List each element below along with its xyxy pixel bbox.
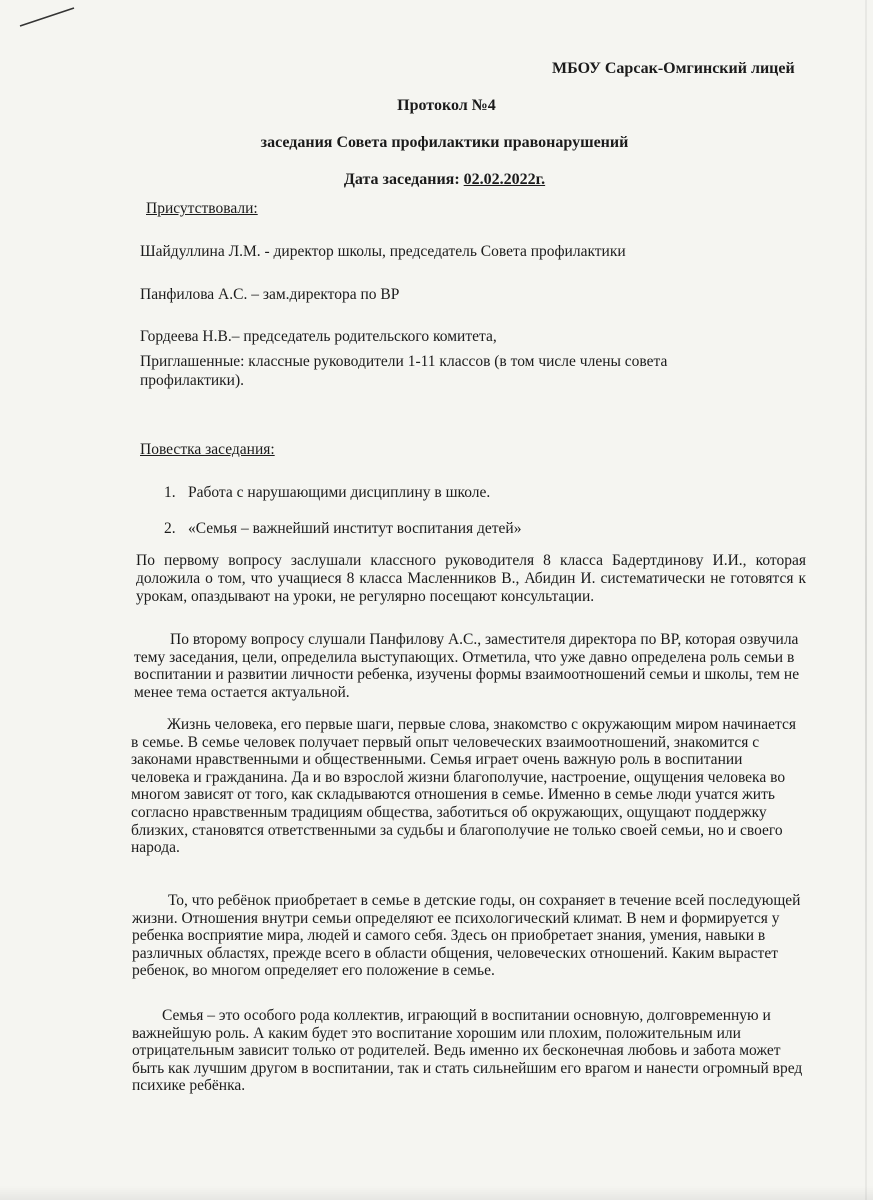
- attendees-heading: Присутствовали:: [146, 200, 258, 217]
- invited-line: Приглашенные: классные руководители 1-11 классов (в том числе члены совета: [140, 353, 668, 370]
- paragraph-text: Жизнь человека, его первые шаги, первые слова, знакомство с окружающим миром начинается в семье. В семье человек получает первый опыт человеческих взаимоотношений, знакомится с законами нравственными и общественными. Семья играет очень важную роль в воспитании человека и гражданина. Да и во взрослой жизни благополучие, настроение, ощущения человека во многом зависят от того, как складываются отношения в семье. Именно в семье люди учатся жить согласно нравственным традициям общества, заботиться об окружающих, ощущают поддержку близких, становятся ответственными за судьбы и благополучие не только своей семьи, но и своего народа.: [131, 716, 797, 857]
- scan-bottom-shadow: [0, 1186, 873, 1200]
- agenda-item-number: 2.: [164, 520, 176, 537]
- agenda-item-number: 1.: [164, 484, 176, 501]
- date-value: 02.02.2022г.: [463, 171, 546, 188]
- paragraph-childhood: [132, 892, 802, 980]
- agenda-item: [164, 484, 490, 502]
- attendee-item: Панфилова А.С. – зам.директора по ВР: [140, 286, 400, 303]
- paragraph-text: По второму вопросу слушали Панфилову А.С., заместителя директора по ВР, которая озвучила тему заседания, цели, определила выступающих. Отметила, что уже давно определена роль семьи в воспитании и развитии личности ребенка, изучены формы взаимоотношений семьи и школы, тем не менее тема остается актуальной.: [134, 631, 800, 701]
- agenda-item-text: Работа с нарушающими дисциплину в школе.: [188, 484, 491, 501]
- invited-line: профилактики).: [140, 372, 245, 389]
- agenda-item: [164, 520, 521, 538]
- agenda-item-text: «Семья – важнейший институт воспитания детей»: [188, 520, 522, 537]
- attendee-item: Гордеева Н.В.– председатель родительского комитета,: [140, 328, 497, 345]
- date-label: Дата заседания:: [343, 171, 464, 188]
- agenda-heading: Повестка заседания:: [140, 441, 275, 458]
- paragraph-text: По первому вопросу заслушали классного руководителя 8 класса Бадертдинову И.И., которая доложила о том, что учащиеся 8 класса Масленников В., Абидин И. систематически не готовятся к урокам, опаздывают на уроки, не регулярно посещают консультации.: [136, 552, 806, 605]
- school-name: МБОУ Сарсак-Омгинский лицей: [552, 60, 795, 77]
- paragraph-text: То, что ребёнок приобретает в семье в детские годы, он сохраняет в течение всей последующей жизни. Отношения внутри семьи определяют ее психологический климат. В нем и формируется у ребенка восприятие мира, людей и самого себя. Здесь он приобретает знания, умения, навыки в различных областях, прежде всего в области общения, человеческих отношений. Каким вырастет ребенок, во многом определяет его положение в семье.: [132, 892, 801, 980]
- attendee-item: Шайдуллина Л.М. - директор школы, председатель Совета профилактики: [140, 243, 626, 260]
- paragraph-first-question: [136, 552, 806, 606]
- meeting-date: [8, 171, 873, 189]
- paragraph-family-collective: [132, 1007, 804, 1095]
- protocol-title: Протокол №4: [397, 97, 496, 114]
- paragraph-family-life: [131, 716, 801, 857]
- scan-artifact-mark: [18, 6, 76, 28]
- paragraph-second-question: [134, 631, 802, 701]
- meeting-title: заседания Совета профилактики правонарушений: [260, 134, 629, 151]
- paragraph-text: Семья – это особого рода коллектив, играющий в воспитании основную, долговременную и важнейшую роль. А каким будет это воспитание хорошим или плохим, положительным или отрицательным зависит только от родителей. Ведь именно их бесконечная любовь и забота может быть как лучшим другом в воспитании, так и стать сильнейшим его врагом и нанести огромный вред психике ребёнка.: [132, 1007, 803, 1095]
